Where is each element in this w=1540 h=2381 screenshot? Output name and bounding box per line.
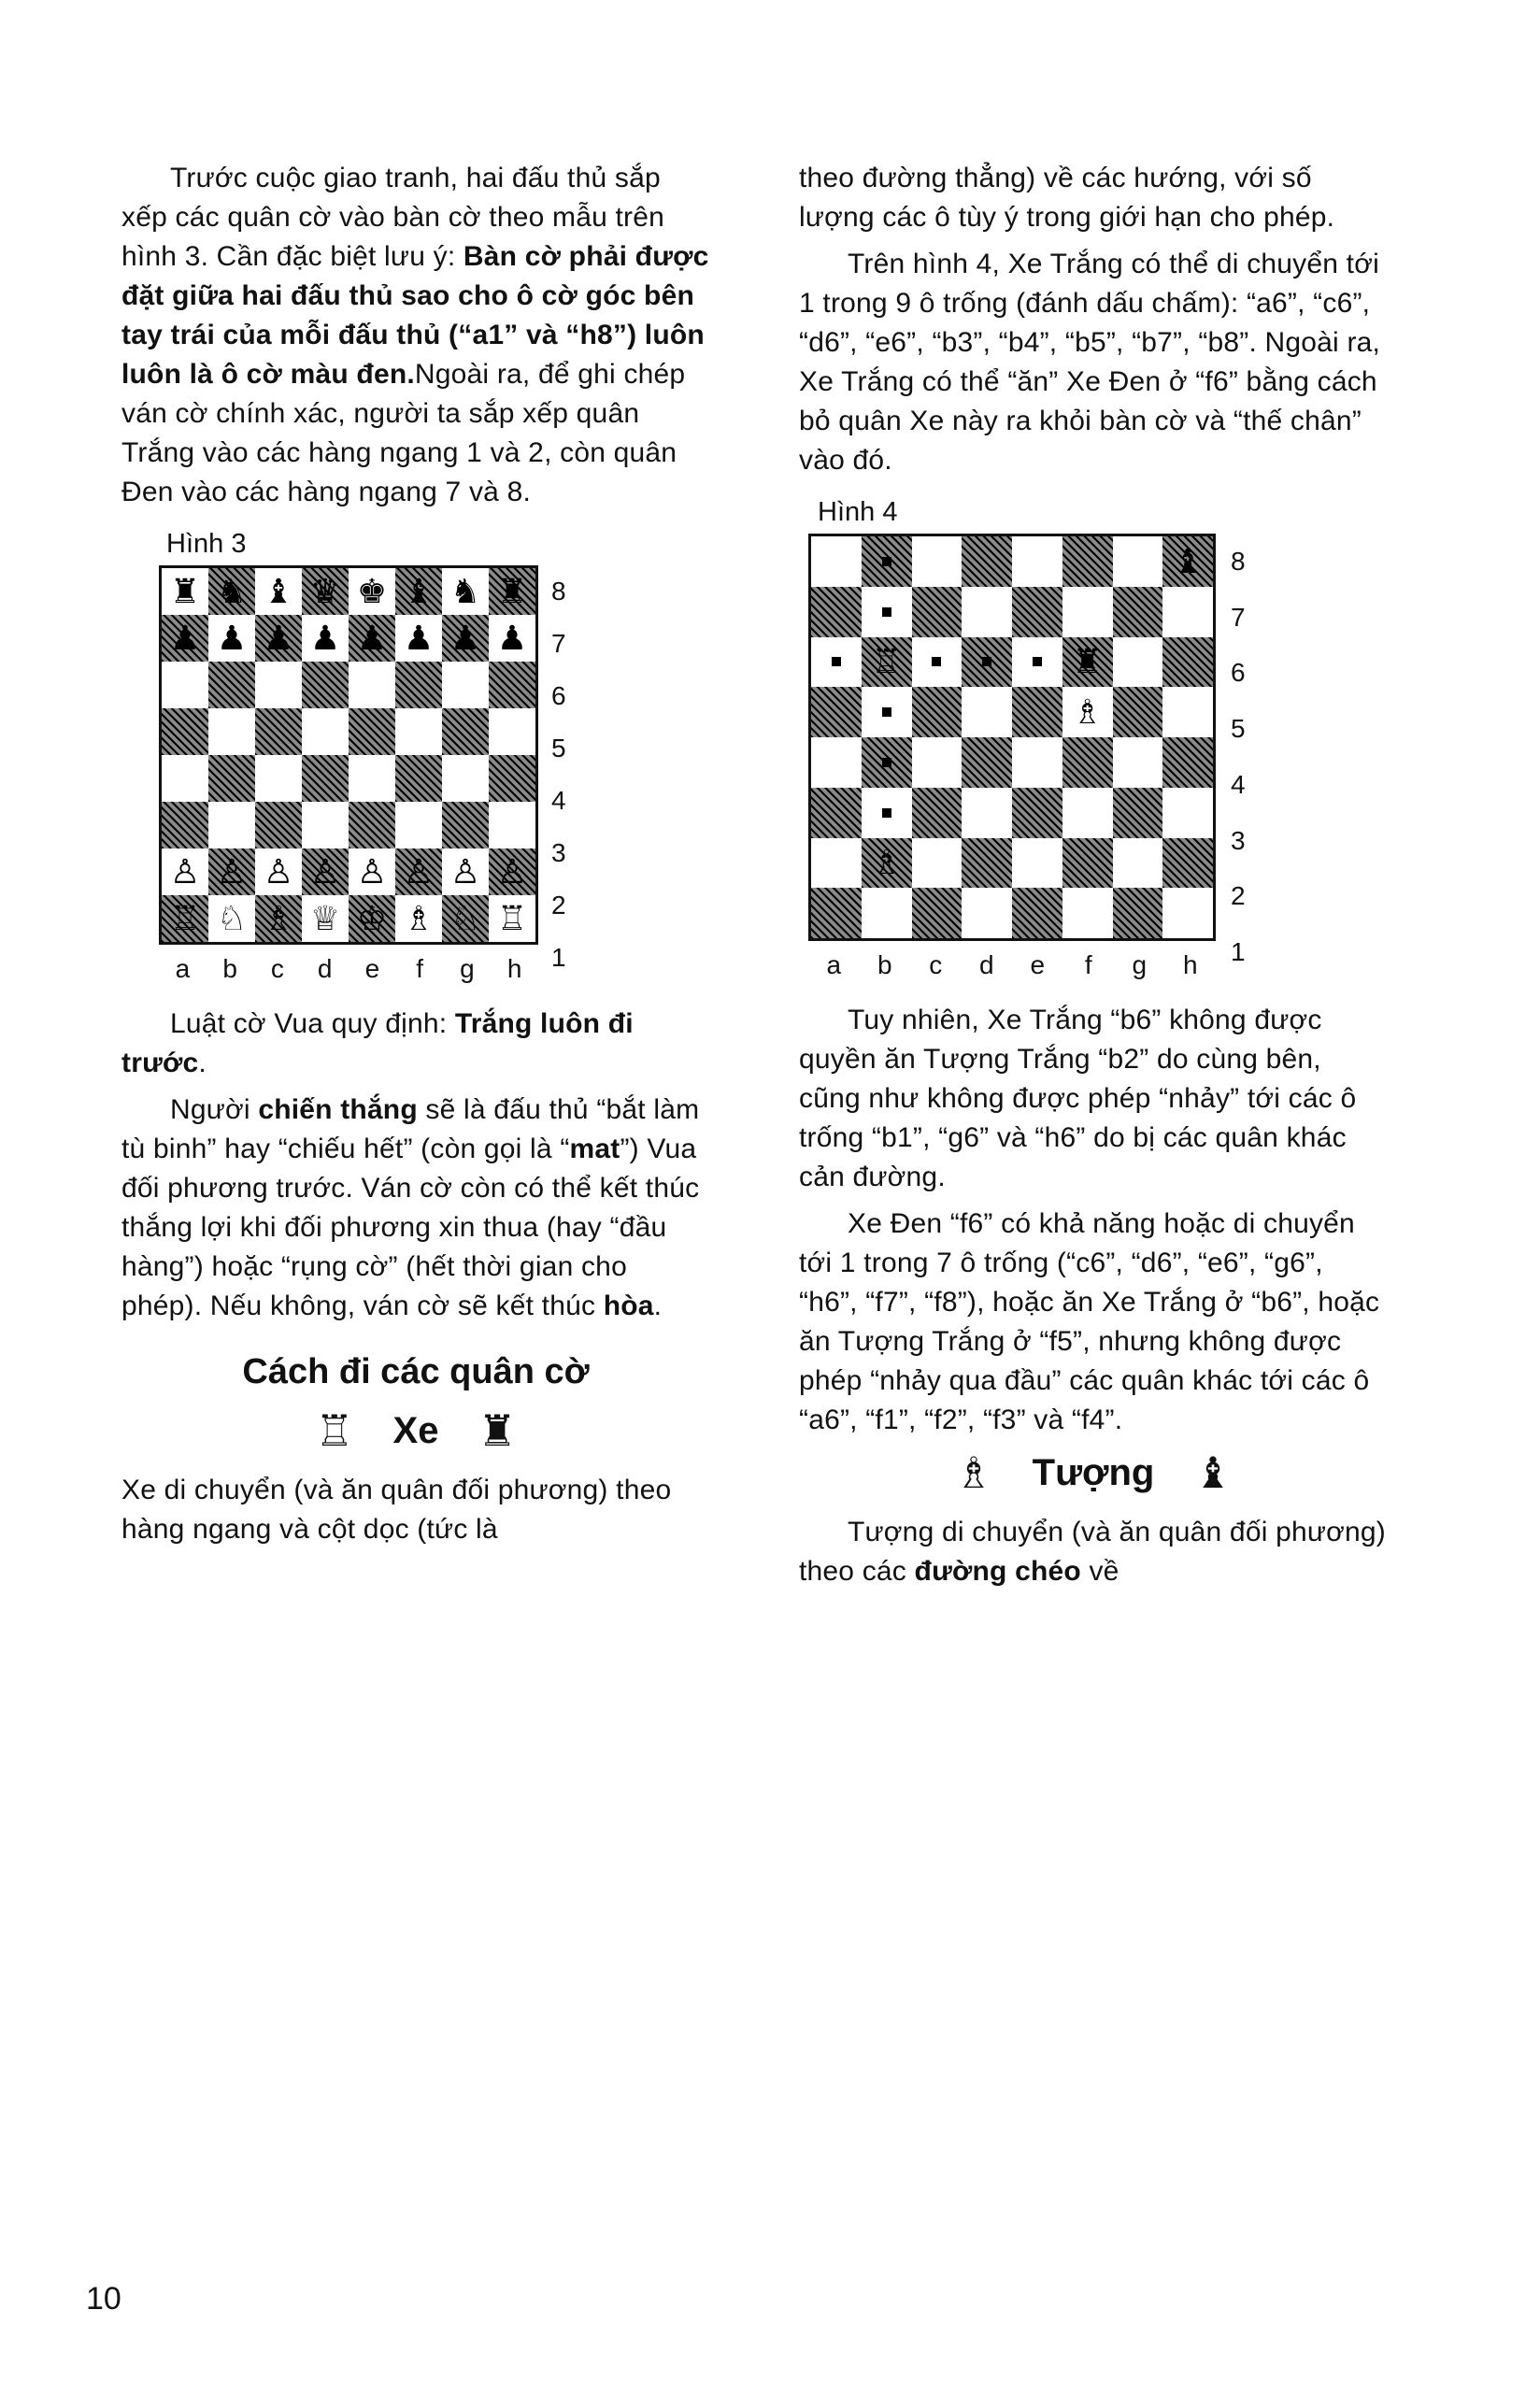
board-square <box>1113 536 1163 587</box>
board-square <box>162 708 208 755</box>
bishop-black-icon: ♝ <box>1193 1448 1233 1497</box>
board-square <box>255 615 302 662</box>
move-marker-dot <box>832 657 841 666</box>
board-square <box>1012 788 1062 838</box>
board-square <box>1062 888 1113 938</box>
board-square <box>349 662 395 708</box>
board-square <box>1012 587 1062 637</box>
left-column <box>121 159 710 1557</box>
figure4-caption: Hình 4 <box>818 497 898 527</box>
board-square <box>349 568 395 615</box>
file-label: d <box>317 954 333 983</box>
board-square <box>255 802 302 848</box>
winner-p3: ”) Vua đối phương trước. Ván cờ còn có thể kết thúc thắng lợi khi đối phương xin thua (hay “đầu hàng”) hoặc “rụng cờ” (hết thời gian cho phép). Nếu không, ván cờ sẽ kết thúc <box>121 1133 700 1321</box>
move-marker-dot <box>882 607 891 617</box>
board-square <box>255 568 302 615</box>
board-square <box>1113 687 1163 737</box>
chess-piece: ♜ <box>169 572 201 610</box>
chess-piece: ♙ <box>356 852 388 891</box>
board-square <box>255 662 302 708</box>
board-square <box>395 708 442 755</box>
board-square <box>862 737 912 788</box>
chess-piece: ♚ <box>356 572 388 610</box>
chess-piece: ♟ <box>216 619 248 657</box>
board-square <box>811 687 862 737</box>
board-square <box>349 802 395 848</box>
chess-piece: ♟ <box>356 619 388 657</box>
board-square <box>395 895 442 942</box>
chess-piece: ♗ <box>871 843 902 882</box>
board-square <box>255 848 302 895</box>
piece-title-bishop <box>799 1447 1388 1498</box>
paragraph-continuation: theo đường thẳng) về các hướng, với số lượng các ô tùy ý trong giới hạn cho phép. <box>799 163 1335 233</box>
board-square <box>395 662 442 708</box>
chess-piece: ♖ <box>169 899 201 937</box>
chessboard-figure4 <box>808 534 1216 941</box>
board-square <box>442 755 489 802</box>
board-square <box>912 838 962 889</box>
board-square <box>1012 888 1062 938</box>
board-square <box>962 637 1012 688</box>
board-square <box>962 788 1012 838</box>
board-square <box>489 755 535 802</box>
rank-label: 1 <box>551 943 566 972</box>
board-square <box>442 568 489 615</box>
board-square <box>208 708 255 755</box>
board-square <box>302 848 349 895</box>
board-square <box>1162 737 1213 788</box>
board-square <box>302 708 349 755</box>
board-square <box>489 568 535 615</box>
chess-piece: ♟ <box>309 619 341 657</box>
board-square <box>962 737 1012 788</box>
board-square <box>395 615 442 662</box>
board-square <box>912 637 962 688</box>
rule-bold: Trắng luôn đi trước <box>121 1008 634 1078</box>
board-square <box>912 536 962 587</box>
board-square <box>1113 587 1163 637</box>
board-square <box>442 895 489 942</box>
bold-rule-text: Bàn cờ phải được đặt giữa hai đấu thủ sao cho ô cờ góc bên tay trái của mỗi đấu thủ (“a1” và “h8”) luôn luôn là ô cờ màu đen. <box>121 241 709 390</box>
board-square <box>349 615 395 662</box>
board-square <box>1162 536 1213 587</box>
board-square <box>1062 788 1113 838</box>
board-square <box>1162 637 1213 688</box>
move-marker-dot <box>882 707 891 717</box>
paragraph-rook-move: Xe di chuyển (và ăn quân đối phương) theo hàng ngang và cột dọc (tức là <box>121 1475 672 1545</box>
board-square <box>862 888 912 938</box>
chess-piece: ♜ <box>1072 642 1103 681</box>
move-marker-dot <box>882 808 891 818</box>
figure3 <box>159 565 598 984</box>
board-square <box>1012 687 1062 737</box>
board-square <box>1113 637 1163 688</box>
board-square <box>962 687 1012 737</box>
chess-piece: ♝ <box>1172 541 1204 580</box>
bishop-white-icon: ♗ <box>954 1448 993 1497</box>
board-square <box>349 708 395 755</box>
paragraph-after-2: Xe Đen “f6” có khả năng hoặc di chuyển tới 1 trong 7 ô trống (“c6”, “d6”, “e6”, “g6”, “h6”, “f7”, “f8”), hoặc ăn Xe Trắng ở “b6”, hoặc ăn Tượng Trắng ở “f5”, nhưng không được phép “nhảy qua đầu” các quân khác tới các ô “a6”, “f1”, “f2”, “f3” và “f4”. <box>799 1208 1380 1435</box>
chess-piece: ♙ <box>403 852 435 891</box>
board-square <box>962 587 1012 637</box>
board-square <box>1062 637 1113 688</box>
board-square <box>162 662 208 708</box>
file-label: b <box>877 950 892 979</box>
board-square <box>1162 838 1213 889</box>
board-square <box>255 895 302 942</box>
chess-piece: ♘ <box>216 899 248 937</box>
board-square <box>1012 637 1062 688</box>
chess-piece: ♕ <box>309 899 341 937</box>
board-square <box>395 568 442 615</box>
rule-pre: Luật cờ Vua quy định: <box>170 1008 455 1039</box>
board-square <box>489 615 535 662</box>
board-square <box>862 788 912 838</box>
board-square <box>442 615 489 662</box>
paragraph-intro <box>121 159 710 512</box>
board-square <box>208 662 255 708</box>
chess-piece: ♙ <box>449 852 481 891</box>
figure3-caption: Hình 3 <box>166 529 247 559</box>
move-marker-dot <box>882 758 891 767</box>
board-square <box>862 587 912 637</box>
board-square <box>811 838 862 889</box>
rank-label: 8 <box>551 577 566 606</box>
board-square <box>162 615 208 662</box>
winner-b2: mat <box>569 1133 620 1164</box>
figure4-rank-labels <box>1231 534 1246 980</box>
figure4 <box>808 534 1276 980</box>
rank-label: 3 <box>551 838 566 867</box>
board-square <box>162 755 208 802</box>
chess-piece: ♙ <box>169 852 201 891</box>
paragraph-bishop-move <box>799 1513 1388 1591</box>
board-square <box>349 848 395 895</box>
rook-black-icon: ♜ <box>478 1406 517 1455</box>
chess-piece: ♖ <box>496 899 528 937</box>
board-square <box>442 848 489 895</box>
figure3-rank-labels <box>551 565 566 984</box>
board-square <box>1162 788 1213 838</box>
chess-piece: ♟ <box>169 619 201 657</box>
rank-label: 4 <box>1231 769 1246 799</box>
board-square <box>1162 888 1213 938</box>
board-square <box>302 802 349 848</box>
board-square <box>862 687 912 737</box>
board-square <box>811 536 862 587</box>
chess-piece: ♜ <box>496 572 528 610</box>
board-square <box>255 708 302 755</box>
file-label: a <box>826 950 842 979</box>
board-square <box>208 755 255 802</box>
board-square <box>162 802 208 848</box>
board-square <box>912 737 962 788</box>
board-square <box>302 568 349 615</box>
rank-label: 2 <box>551 891 566 920</box>
board-square <box>1113 788 1163 838</box>
board-square <box>442 662 489 708</box>
chess-piece: ♟ <box>496 619 528 657</box>
board-square <box>442 708 489 755</box>
paragraph-figure4-desc: Trên hình 4, Xe Trắng có thể di chuyển tới 1 trong 9 ô trống (đánh dấu chấm): “a6”, “c6”, “d6”, “e6”, “b3”, “b4”, “b5”, “b7”, “b8”. Ngoài ra, Xe Trắng có thể “ăn” Xe Đen ở “f6” bằng cách bỏ quân Xe này ra khỏi bàn cờ và “thế chân” vào đó. <box>799 249 1381 476</box>
board-square <box>208 615 255 662</box>
chess-piece: ♙ <box>309 852 341 891</box>
move-marker-dot <box>882 557 891 566</box>
board-square <box>811 587 862 637</box>
board-square <box>302 755 349 802</box>
file-label: a <box>175 954 191 983</box>
rank-label: 6 <box>1231 658 1246 688</box>
bishop-text-c: về <box>1080 1556 1119 1587</box>
board-square <box>1012 536 1062 587</box>
section-heading-moves: Cách đi các quân cờ <box>242 1352 590 1391</box>
rank-label: 1 <box>1231 937 1246 967</box>
board-square <box>395 848 442 895</box>
board-square <box>442 802 489 848</box>
chessboard-figure3 <box>159 565 538 945</box>
board-square <box>1062 687 1113 737</box>
board-square <box>1012 838 1062 889</box>
board-square <box>1062 838 1113 889</box>
rank-label: 5 <box>1231 714 1246 744</box>
board-square <box>162 895 208 942</box>
chess-piece: ♝ <box>403 572 435 610</box>
board-square <box>811 888 862 938</box>
chess-piece: ♘ <box>449 899 481 937</box>
chess-piece: ♙ <box>263 852 294 891</box>
board-square <box>862 637 912 688</box>
chess-piece: ♞ <box>216 572 248 610</box>
paragraph-rule-white-first <box>121 1005 710 1083</box>
bishop-text-b: đường chéo <box>914 1556 1081 1587</box>
file-label: f <box>416 954 424 983</box>
board-square <box>912 888 962 938</box>
right-column <box>799 159 1388 1599</box>
file-label: d <box>978 950 994 979</box>
piece-name-rook: Xe <box>392 1409 439 1451</box>
board-square <box>489 662 535 708</box>
chess-piece: ♗ <box>263 899 294 937</box>
file-label: h <box>1182 950 1198 979</box>
board-square <box>302 615 349 662</box>
board-square <box>255 755 302 802</box>
move-marker-dot <box>982 657 991 666</box>
piece-title-rook <box>121 1405 710 1456</box>
chess-piece: ♙ <box>496 852 528 891</box>
chess-piece: ♛ <box>309 572 341 610</box>
figure4-file-labels <box>808 950 1216 980</box>
file-label: e <box>1030 950 1046 979</box>
board-square <box>395 802 442 848</box>
bishop-text-a: Tượng di chuyển (và ăn quân đối phương) theo các <box>799 1517 1386 1587</box>
board-square <box>811 788 862 838</box>
rank-label: 6 <box>551 681 566 710</box>
rule-post: . <box>198 1048 207 1078</box>
file-label: b <box>222 954 237 983</box>
rank-label: 7 <box>551 629 566 658</box>
move-marker-dot <box>1033 657 1042 666</box>
paragraph-intro-tail: Ngoài ra, để ghi chép ván cờ chính xác, người ta sắp xếp quân Trắng vào các hàng ngang 1 và 2, còn quân Đen vào các hàng ngang 7 và 8. <box>121 359 686 507</box>
winner-p2: sẽ là đấu thủ “bắt làm tù binh” hay “chiếu hết” (còn gọi là “ <box>121 1094 700 1164</box>
board-square <box>912 687 962 737</box>
chess-piece: ♞ <box>449 572 481 610</box>
rank-label: 8 <box>1231 546 1246 576</box>
page-number: 10 <box>86 2281 121 2317</box>
piece-name-bishop: Tượng <box>1032 1451 1155 1493</box>
chess-piece: ♗ <box>1072 692 1103 732</box>
board-square <box>349 755 395 802</box>
board-square <box>1113 838 1163 889</box>
file-label: e <box>364 954 380 983</box>
board-square <box>1012 737 1062 788</box>
board-square <box>1062 737 1113 788</box>
file-label: f <box>1084 950 1092 979</box>
board-square <box>162 848 208 895</box>
board-square <box>912 587 962 637</box>
rank-label: 5 <box>551 734 566 763</box>
paragraph-after-1: Tuy nhiên, Xe Trắng “b6” không được quyền ăn Tượng Trắng “b2” do cùng bên, cũng như không được phép “nhảy” tới các ô trống “b1”, “g6” và “h6” do bị các quân khác cản đường. <box>799 1005 1357 1192</box>
chess-piece: ♙ <box>216 852 248 891</box>
board-square <box>862 536 912 587</box>
board-square <box>395 755 442 802</box>
chess-piece: ♟ <box>263 619 294 657</box>
board-square <box>962 888 1012 938</box>
board-square <box>811 637 862 688</box>
paragraph-winner <box>121 1091 710 1326</box>
board-square <box>302 895 349 942</box>
board-square <box>862 838 912 889</box>
chess-piece: ♖ <box>871 642 902 681</box>
board-square <box>962 838 1012 889</box>
board-square <box>489 848 535 895</box>
figure3-file-labels <box>159 954 538 984</box>
file-label: c <box>270 954 284 983</box>
winner-b1: chiến thắng <box>258 1094 418 1125</box>
board-square <box>1162 687 1213 737</box>
chess-piece: ♟ <box>403 619 435 657</box>
chess-piece: ♗ <box>403 899 435 937</box>
file-label: g <box>1132 950 1148 979</box>
file-label: g <box>460 954 475 983</box>
winner-p4: . <box>653 1290 663 1321</box>
board-square <box>302 662 349 708</box>
rank-label: 2 <box>1231 881 1246 911</box>
board-square <box>1113 737 1163 788</box>
board-square <box>208 802 255 848</box>
board-square <box>489 802 535 848</box>
board-square <box>811 737 862 788</box>
board-square <box>162 568 208 615</box>
board-square <box>1162 587 1213 637</box>
file-label: c <box>929 950 943 979</box>
rook-white-icon: ♖ <box>315 1406 354 1455</box>
board-square <box>1062 587 1113 637</box>
file-label: h <box>506 954 522 983</box>
rank-label: 7 <box>1231 602 1246 632</box>
board-square <box>912 788 962 838</box>
move-marker-dot <box>932 657 941 666</box>
rank-label: 3 <box>1231 825 1246 855</box>
chess-piece: ♝ <box>263 572 294 610</box>
board-square <box>489 895 535 942</box>
rank-label: 4 <box>551 786 566 815</box>
board-square <box>349 895 395 942</box>
chess-piece: ♔ <box>356 899 388 937</box>
winner-p1: Người <box>170 1094 259 1125</box>
winner-b3: hòa <box>603 1290 654 1321</box>
board-square <box>208 848 255 895</box>
board-square <box>1113 888 1163 938</box>
board-square <box>962 536 1012 587</box>
board-square <box>208 895 255 942</box>
board-square <box>1062 536 1113 587</box>
chess-piece: ♟ <box>449 619 481 657</box>
board-square <box>208 568 255 615</box>
board-square <box>489 708 535 755</box>
paragraph-intro-text: Trước cuộc giao tranh, hai đấu thủ sắp xếp các quân cờ vào bàn cờ theo mẫu trên hình 3. Cần đặc biệt lưu ý: <box>121 163 665 272</box>
